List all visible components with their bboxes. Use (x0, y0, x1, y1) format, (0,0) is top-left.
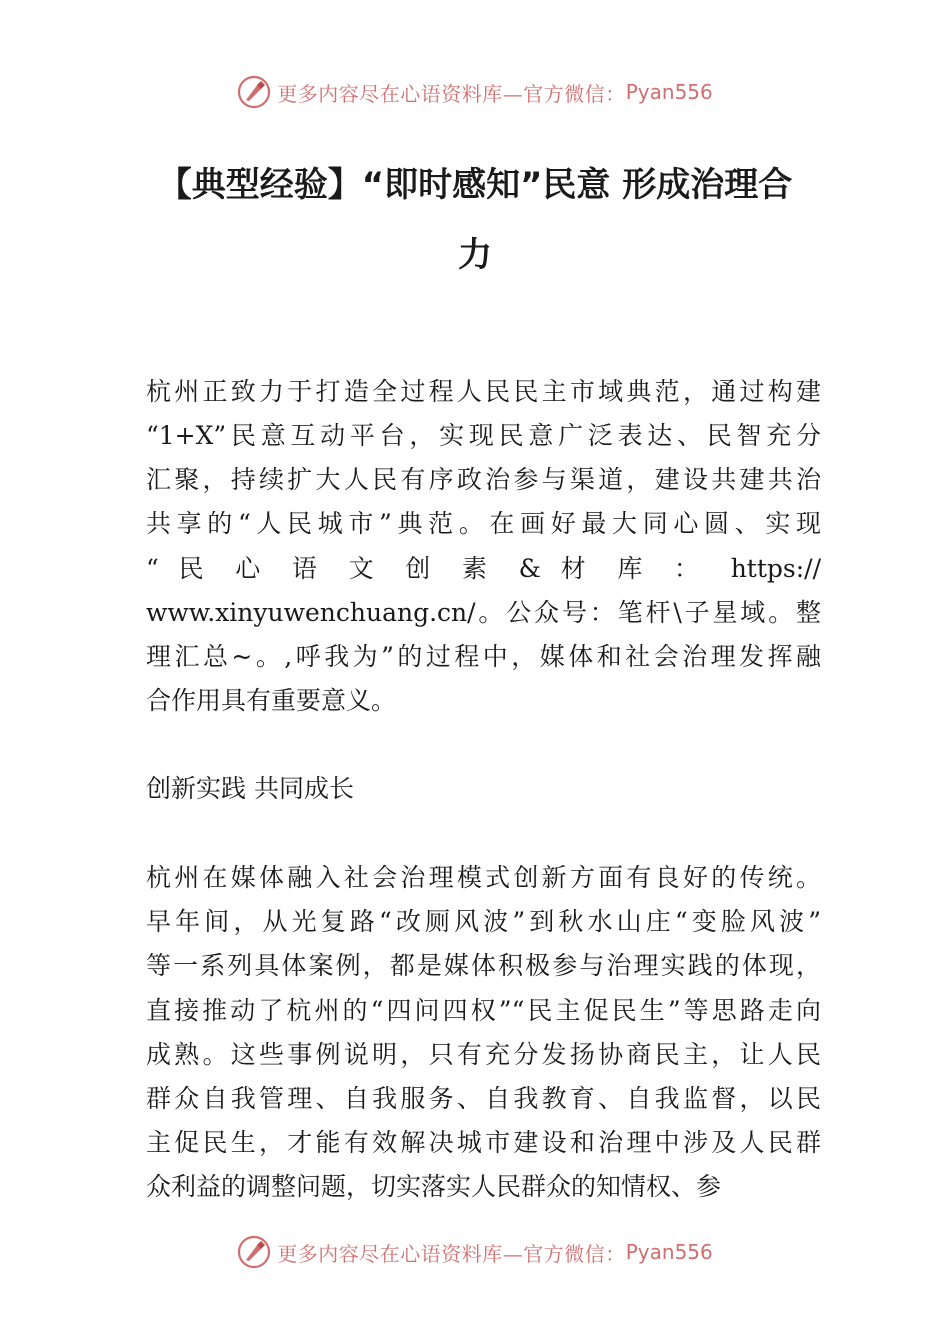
section-heading: 创新实践 共同成长 (146, 774, 354, 803)
watermark-text: 更多内容尽在心语资料库—官方微信： (277, 81, 626, 106)
paragraph-2-line: 早年间，从光复路“改厕风波”到秋水山庄“变脸风波” (146, 907, 821, 936)
paragraph-2-line: 等一系列具体案例，都是媒体积极参与治理实践的体现， (146, 951, 821, 980)
watermark-footer (0, 1232, 950, 1272)
paragraph-1-line: 合作用具有重要意义。 (146, 686, 397, 715)
paragraph-2-line: 主促民生，才能有效解决城市建设和治理中涉及人民群 (146, 1128, 821, 1157)
watermark-text: 更多内容尽在心语资料库—官方微信： (277, 1241, 626, 1266)
paragraph-1-line: 理汇总~。,呼我为”的过程中，媒体和社会治理发挥融 (146, 642, 821, 671)
document-title (100, 150, 850, 290)
watermark-header (0, 72, 950, 112)
pen-nib-logo-icon (237, 1235, 271, 1269)
paragraph-1-line: 汇聚，持续扩大人民有序政治参与渠道，建设共建共治 (146, 465, 821, 494)
paragraph-2-line: 成熟。这些事例说明，只有充分发扬协商民主，让人民 (146, 1040, 821, 1069)
paragraph-2-line: 群众自我管理、自我服务、自我教育、自我监督，以民 (146, 1084, 821, 1113)
paragraph-1-line: 杭州正致力于打造全过程人民民主市域典范，通过构建 (146, 377, 821, 406)
paragraph-1-line: www.xinyuwenchuang.cn/。公众号：笔杆\子星域。整 (146, 598, 821, 627)
title-line-1: 【典型经验】“即时感知”民意 形成治理合 (157, 165, 793, 205)
watermark-account: Pyan556 (625, 1240, 713, 1264)
paragraph-2-line: 杭州在媒体融入社会治理模式创新方面有良好的传统。 (146, 863, 821, 892)
title-line-2: 力 (458, 235, 492, 275)
paragraph-2-line: 直接推动了杭州的“四问四权”“民主促民生”等思路走向 (146, 996, 821, 1025)
pen-nib-logo-icon (237, 75, 271, 109)
watermark-account: Pyan556 (625, 80, 713, 104)
paragraph-1-line: 共享的“人民城市”典范。在画好最大同心圆、实现 (146, 509, 821, 538)
paragraph-1-line: “ 民 心 语 文 创 素 & 材 库 ： https:// (146, 554, 821, 583)
paragraph-2-line: 众利益的调整问题，切实落实人民群众的知情权、参 (146, 1172, 722, 1201)
paragraph-1-line: “1+X”民意互动平台，实现民意广泛表达、民智充分 (146, 421, 821, 450)
